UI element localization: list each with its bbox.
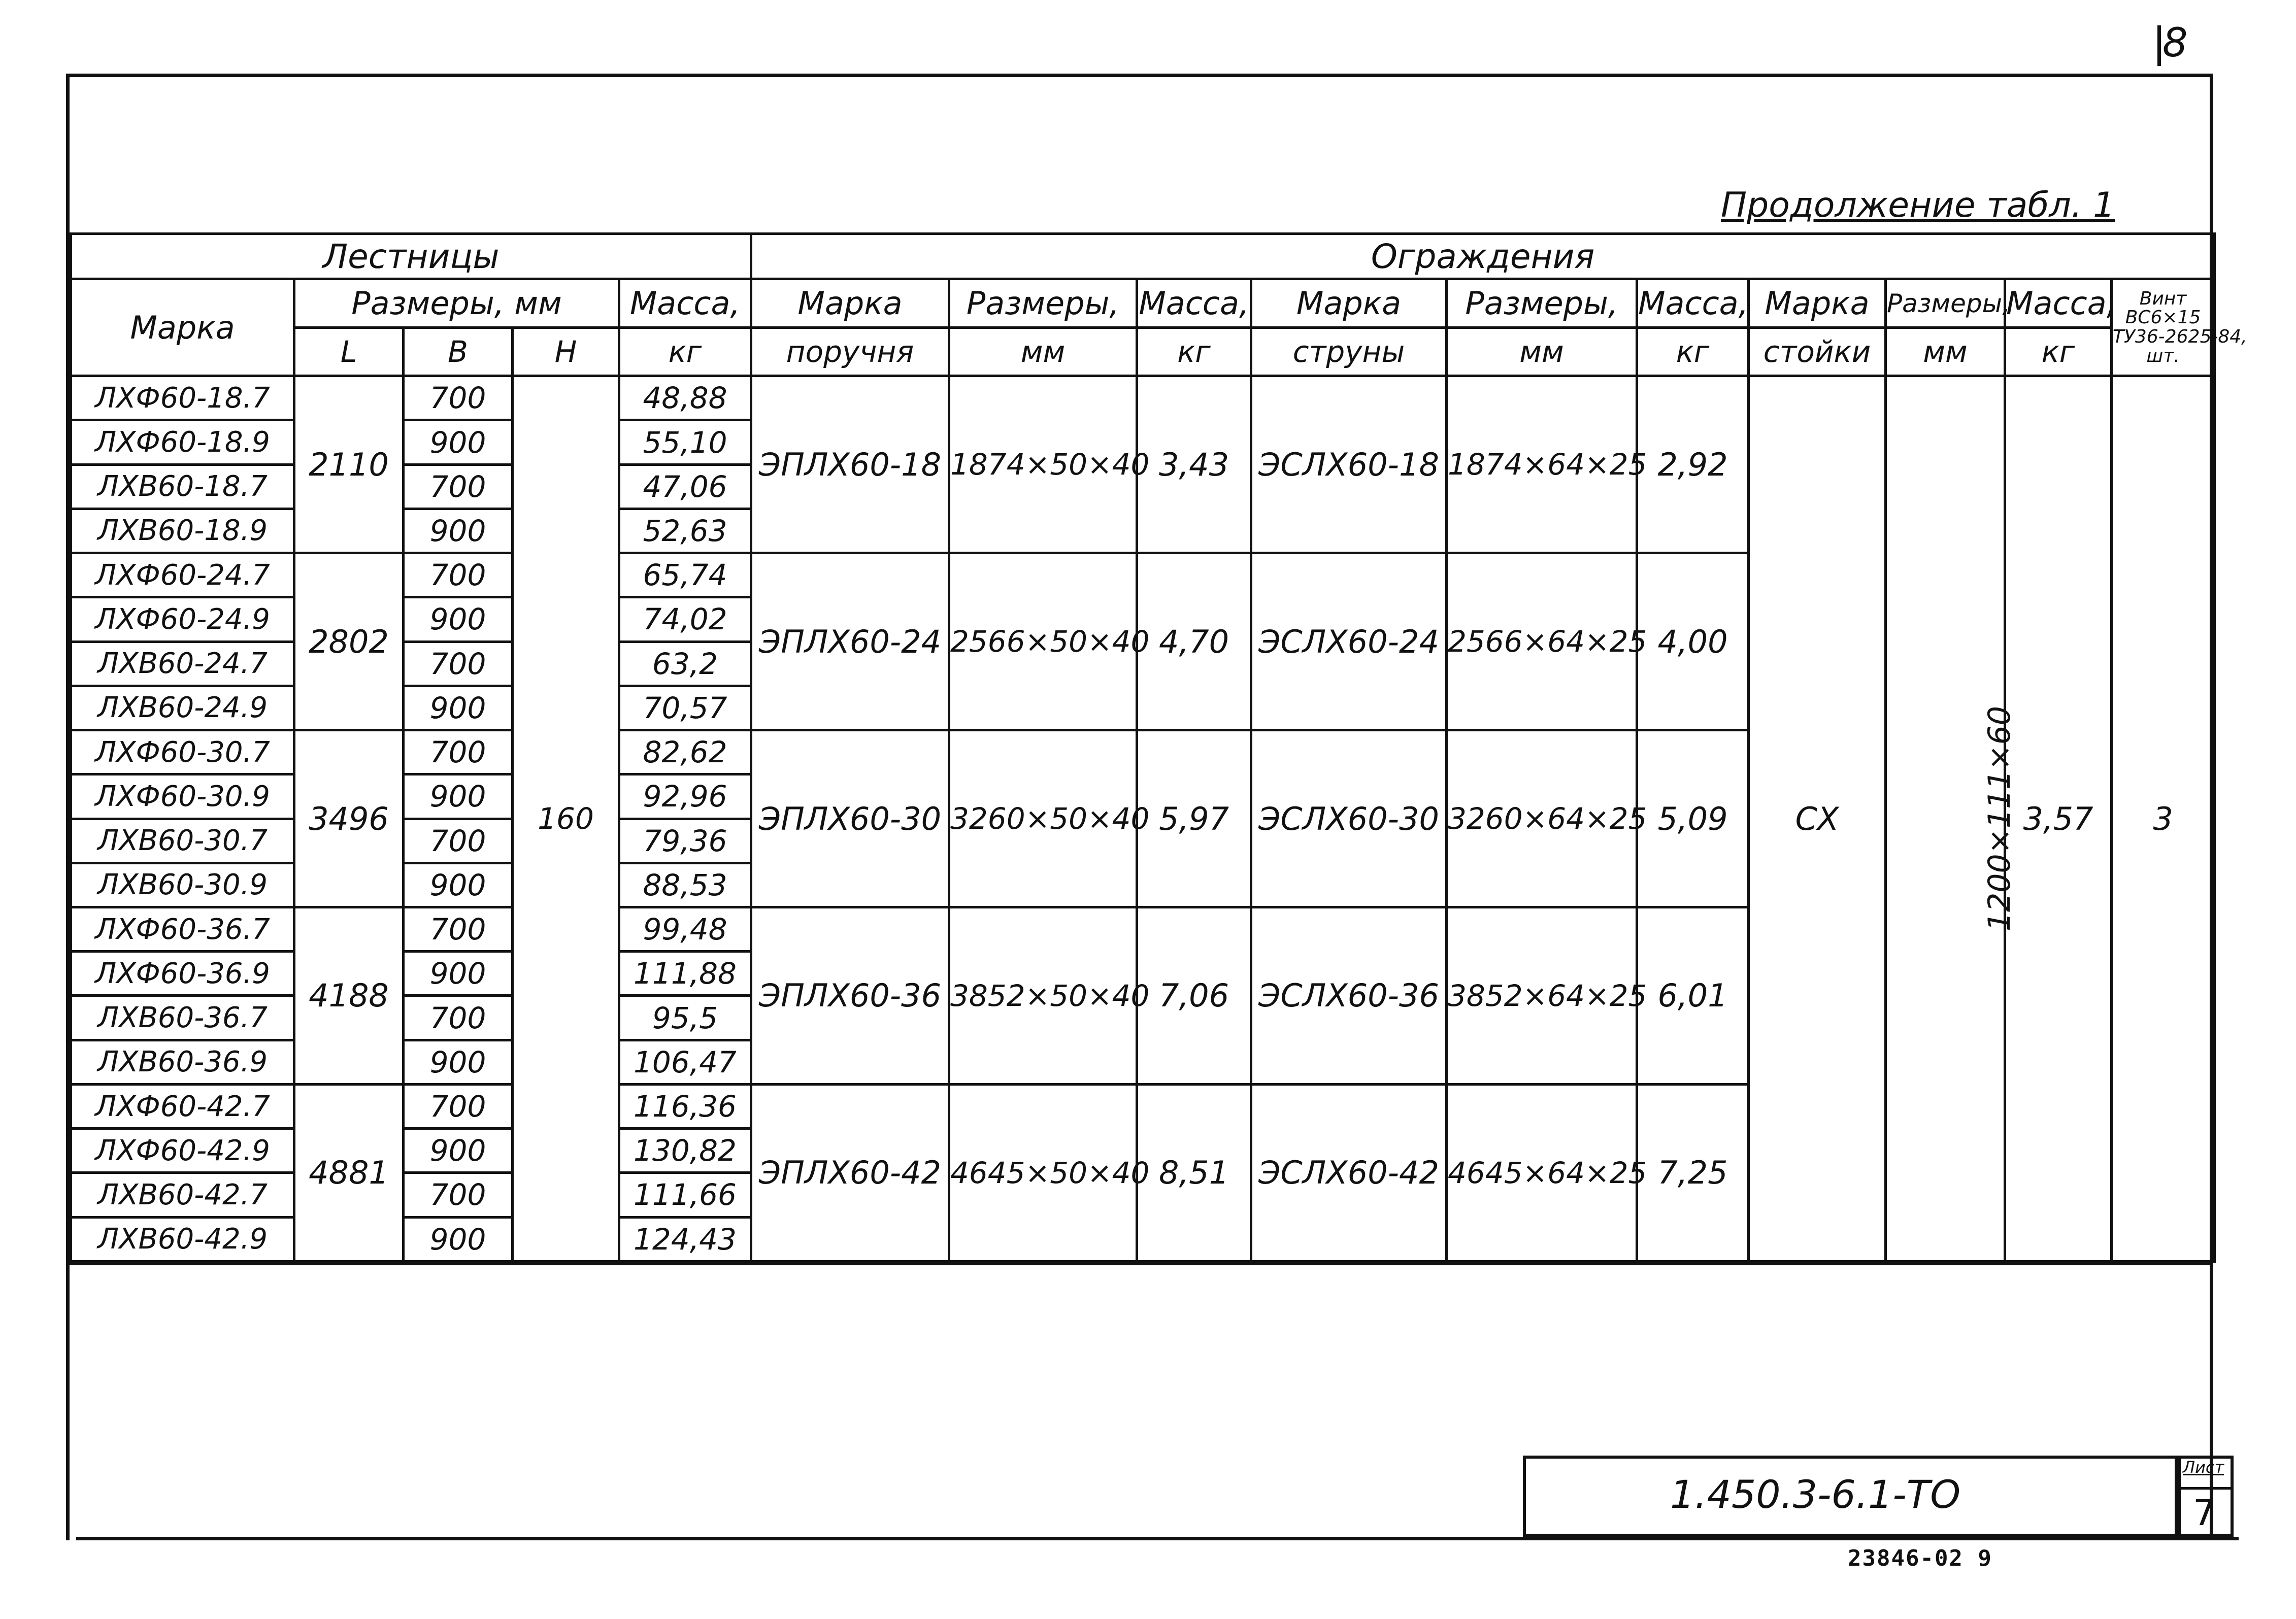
post-size-cell [1886,376,2018,1262]
ladder-B-cell: 700 [404,907,513,951]
ladder-B-cell: 900 [404,952,513,996]
frame-bottom-line [76,1537,2239,1540]
ladder-B-cell: 900 [404,597,513,642]
rail-mark-cell: ЭПЛХ60-18 [751,376,949,553]
rail-size-cell: 4645×50×40 [949,1084,1137,1261]
rail-size-cell: 2566×50×40 [949,553,1137,730]
ladder-mass-cell: 124,43 [619,1217,751,1261]
col-header-rail-mark-1: Марка [751,279,949,327]
ladder-B-cell: 900 [404,686,513,730]
screw-count-cell: 3 [2112,376,2215,1262]
page-number: 8 [2162,20,2188,66]
ladder-mark-cell: ЛХФ60-42.7 [71,1084,294,1128]
ladder-B-cell: 700 [404,553,513,597]
ladder-mass-cell: 70,57 [619,686,751,730]
string-mark-cell: ЭСЛХ60-30 [1251,730,1447,907]
col-header-string-mark-1: Марка [1251,279,1447,327]
screw-header-line-2: ВС6×15 [2125,307,2201,328]
ladder-mark-cell: ЛХВ60-24.9 [71,686,294,730]
string-mark-cell: ЭСЛХ60-24 [1251,553,1447,730]
ladder-mark-cell: ЛХВ60-18.7 [71,464,294,509]
ladder-mark-cell: ЛХВ60-30.9 [71,863,294,907]
ladder-B-cell: 700 [404,642,513,686]
ladder-mass-cell: 55,10 [619,420,751,464]
ladder-mass-cell: 111,88 [619,952,751,996]
ladder-mass-cell: 111,66 [619,1173,751,1217]
screw-header-line-1: Винт [2139,288,2187,309]
specification-table [70,232,2247,1263]
ladder-B-cell: 700 [404,819,513,863]
ladder-mark-cell: ЛХВ60-42.7 [71,1173,294,1217]
string-mark-cell: ЭСЛХ60-42 [1251,1084,1447,1261]
col-header-rail-mark-2: поручня [751,327,949,376]
col-header-mass-1: Масса, [619,279,751,327]
col-header-string-size-2: мм [1447,327,1637,376]
col-header-mark: Марка [71,279,294,376]
ladders-group-header: Лестницы [71,234,751,279]
ladder-L-cell: 3496 [294,730,404,907]
ladder-mass-cell: 63,2 [619,642,751,686]
col-header-dimensions: Размеры, мм [294,279,619,327]
ladder-B-cell: 700 [404,1173,513,1217]
post-mass-cell: 3,57 [2005,376,2112,1262]
col-header-rail-mass-1: Масса, [1137,279,1251,327]
ladder-B-cell: 900 [404,863,513,907]
fences-group-header: Ограждения [751,234,2215,279]
ladder-mass-cell: 74,02 [619,597,751,642]
string-mark-cell: ЭСЛХ60-18 [1251,376,1447,553]
rail-size-cell: 3852×50×40 [949,907,1137,1084]
ladder-mass-cell: 88,53 [619,863,751,907]
col-header-rail-size-1: Размеры, [949,279,1137,327]
string-size-cell: 4645×64×25 [1447,1084,1637,1261]
ladder-mass-cell: 82,62 [619,730,751,774]
rail-mark-cell: ЭПЛХ60-42 [751,1084,949,1261]
rail-mass-cell: 8,51 [1137,1084,1251,1261]
string-size-cell: 3260×64×25 [1447,730,1637,907]
col-header-post-size-1: Размеры, [1886,279,2005,327]
col-header-string-mark-2: струны [1251,327,1447,376]
col-header-post-mass-2: кг [2005,327,2112,376]
ladder-mass-cell: 130,82 [619,1129,751,1173]
rail-size-cell: 3260×50×40 [949,730,1137,907]
ladder-mass-cell: 47,06 [619,464,751,509]
ladder-H-cell: 160 [513,376,619,1262]
ladder-mark-cell: ЛХФ60-24.7 [71,553,294,597]
table-row [71,376,2215,420]
table-continuation-label: Продолжение табл. 1 [1721,185,2115,225]
col-header-rail-mass-2: кг [1137,327,1251,376]
document-code: 1.450.3-6.1-ТО [1670,1472,1961,1517]
ladder-mass-cell: 79,36 [619,819,751,863]
ladder-B-cell: 900 [404,774,513,819]
col-header-post-mass-1: Масса, [2005,279,2112,327]
ladder-L-cell: 2802 [294,553,404,730]
ladder-B-cell: 700 [404,730,513,774]
col-header-string-size-1: Размеры, [1447,279,1637,327]
ladder-B-cell: 900 [404,420,513,464]
ladder-B-cell: 700 [404,464,513,509]
post-mark-cell: СХ [1749,376,1886,1262]
col-header-post-mark-1: Марка [1749,279,1886,327]
string-mass-cell: 4,00 [1637,553,1749,730]
rail-size-cell: 1874×50×40 [949,376,1137,553]
ladder-mark-cell: ЛХФ60-30.9 [71,774,294,819]
rail-mark-cell: ЭПЛХ60-30 [751,730,949,907]
string-size-cell: 2566×64×25 [1447,553,1637,730]
col-header-H: H [513,327,619,376]
col-header-B: B [404,327,513,376]
rail-mass-cell: 3,43 [1137,376,1251,553]
screw-header-line-3: ТУ36-2625-84, [2113,326,2247,348]
col-header-string-mass-2: кг [1637,327,1749,376]
ladder-mark-cell: ЛХВ60-42.9 [71,1217,294,1261]
rail-mass-cell: 5,97 [1137,730,1251,907]
ladder-mark-cell: ЛХВ60-36.9 [71,1040,294,1084]
ladder-B-cell: 700 [404,996,513,1040]
ladder-mass-cell: 116,36 [619,1084,751,1128]
ladder-mark-cell: ЛХФ60-24.9 [71,597,294,642]
archive-number: 23846-02 9 [1848,1545,1992,1571]
ladder-B-cell: 900 [404,1217,513,1261]
col-header-screw [2112,279,2247,376]
ladder-mass-cell: 95,5 [619,996,751,1040]
rail-mass-cell: 4,70 [1137,553,1251,730]
rail-mark-cell: ЭПЛХ60-24 [751,553,949,730]
ladder-mass-cell: 65,74 [619,553,751,597]
ladder-B-cell: 900 [404,509,513,553]
ladder-mark-cell: ЛХВ60-18.9 [71,509,294,553]
string-mark-cell: ЭСЛХ60-36 [1251,907,1447,1084]
ladder-mark-cell: ЛХФ60-30.7 [71,730,294,774]
col-header-rail-size-2: мм [949,327,1137,376]
ladder-L-cell: 4881 [294,1084,404,1261]
ladder-mass-cell: 48,88 [619,376,751,420]
ladder-B-cell: 900 [404,1040,513,1084]
col-header-post-mark-2: стойки [1749,327,1886,376]
ladder-L-cell: 2110 [294,376,404,553]
post-size-text: 1200×111×60 [1982,706,2018,932]
ladder-mass-cell: 99,48 [619,907,751,951]
col-header-string-mass-1: Масса, [1637,279,1749,327]
ladder-mass-cell: 52,63 [619,509,751,553]
col-header-post-size-2: мм [1886,327,2005,376]
screw-header-line-4: шт. [2146,346,2180,367]
ladder-B-cell: 700 [404,1084,513,1128]
ladder-mark-cell: ЛХФ60-18.9 [71,420,294,464]
ladder-mass-cell: 106,47 [619,1040,751,1084]
string-size-cell: 3852×64×25 [1447,907,1637,1084]
ladder-B-cell: 700 [404,376,513,420]
ladder-mark-cell: ЛХВ60-30.7 [71,819,294,863]
ladder-mark-cell: ЛХФ60-36.7 [71,907,294,951]
ladder-mark-cell: ЛХВ60-36.7 [71,996,294,1040]
sheet-label: Лист [2183,1458,2224,1477]
rail-mark-cell: ЭПЛХ60-36 [751,907,949,1084]
page-number-divider [2157,25,2161,66]
ladder-B-cell: 900 [404,1129,513,1173]
string-mass-cell: 5,09 [1637,730,1749,907]
rail-mass-cell: 7,06 [1137,907,1251,1084]
table-bottom-line [70,1263,2213,1265]
sheet-box-divider [2178,1487,2234,1490]
ladder-mark-cell: ЛХВ60-24.7 [71,642,294,686]
ladder-mark-cell: ЛХФ60-18.7 [71,376,294,420]
ladder-mark-cell: ЛХФ60-36.9 [71,952,294,996]
string-size-cell: 1874×64×25 [1447,376,1637,553]
col-header-L: L [294,327,404,376]
string-mass-cell: 6,01 [1637,907,1749,1084]
string-mass-cell: 2,92 [1637,376,1749,553]
ladder-mark-cell: ЛХФ60-42.9 [71,1129,294,1173]
string-mass-cell: 7,25 [1637,1084,1749,1261]
sheet-number: 7 [2193,1492,2216,1534]
col-header-mass-2: кг [619,327,751,376]
ladder-L-cell: 4188 [294,907,404,1084]
ladder-mass-cell: 92,96 [619,774,751,819]
